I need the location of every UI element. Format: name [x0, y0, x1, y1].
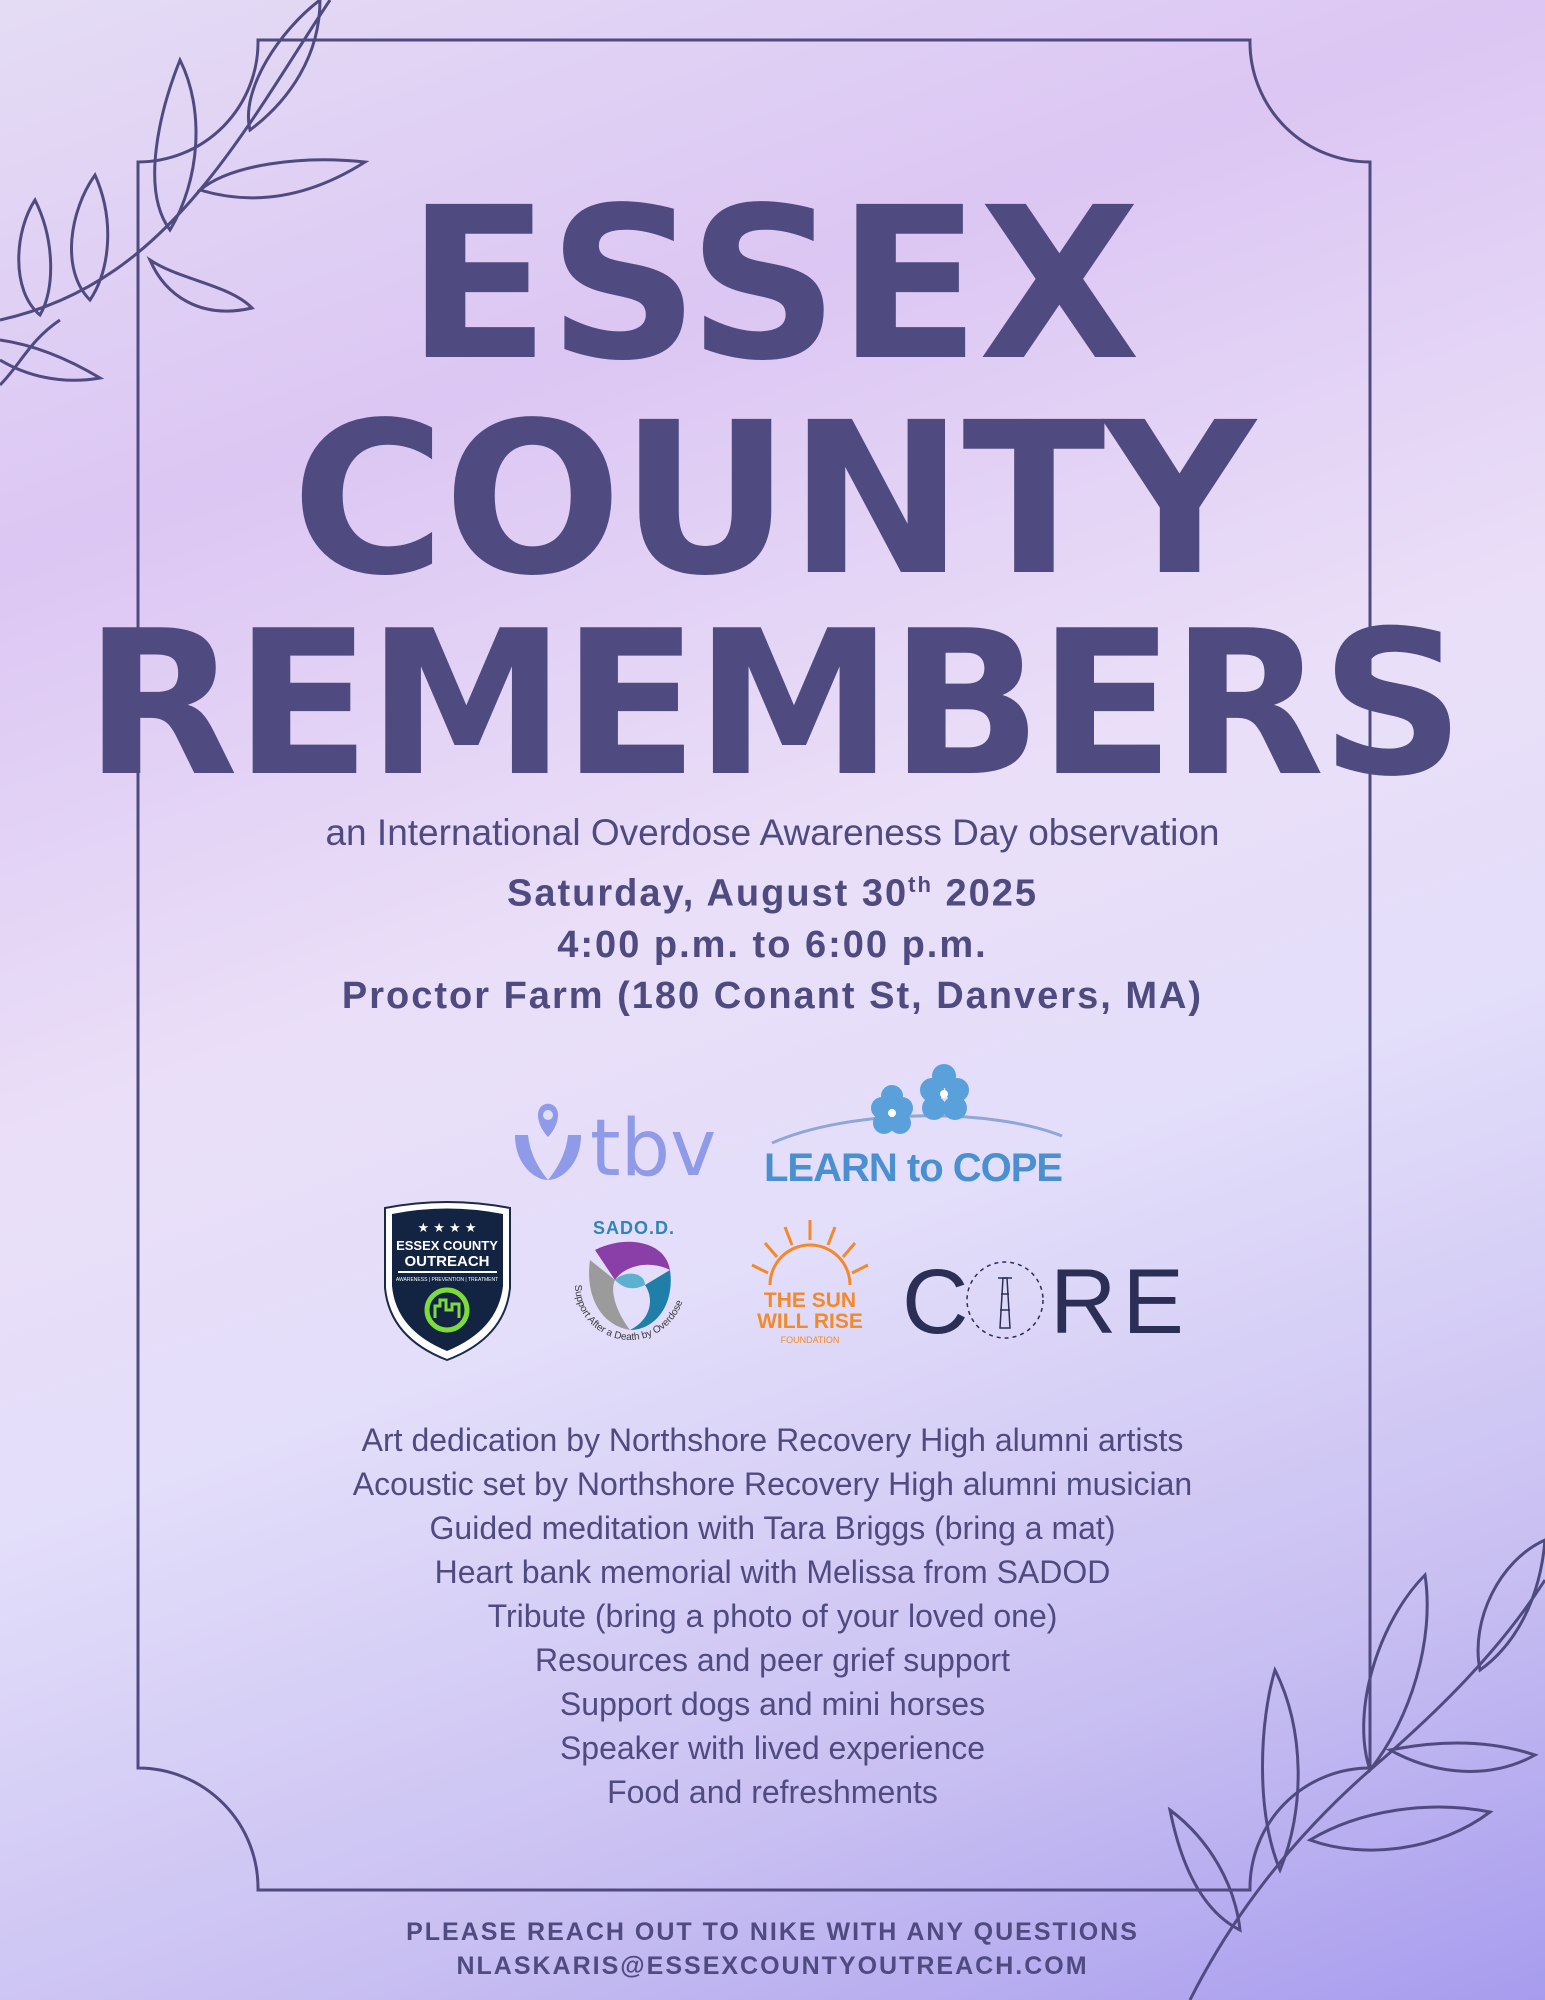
sun-will-rise-logo [740, 1215, 880, 1350]
list-item: Tribute (bring a photo of your loved one) [487, 1598, 1058, 1634]
list-item: Food and refreshments [607, 1774, 938, 1810]
list-item: Resources and peer grief support [535, 1642, 1010, 1678]
list-item: Heart bank memorial with Melissa from SADOD [434, 1554, 1111, 1590]
sadod-logo [555, 1210, 705, 1360]
event-location: Proctor Farm (180 Conant St, Danvers, MA) [341, 975, 1204, 1017]
event-date-year: 2025 [932, 872, 1039, 915]
contact-line: PLEASE REACH OUT TO NIKE WITH ANY QUESTIONS [406, 1918, 1139, 1946]
event-date-text: Saturday, August 30 [506, 872, 909, 915]
tbv-logo [510, 1095, 760, 1195]
learn-to-cope-text: LEARN to COPE [764, 1146, 1063, 1190]
core-re: RE [1050, 1251, 1190, 1353]
sun-line3: FOUNDATION [780, 1335, 840, 1345]
sadod-tagline: Support After a Death by Overdose [571, 1284, 686, 1344]
sadod-name: SADO.D. [593, 1218, 676, 1238]
core-c: C [902, 1251, 969, 1353]
essex-county-outreach-logo [380, 1198, 515, 1363]
list-item: Guided meditation with Tara Briggs (bring a mat) [429, 1510, 1116, 1546]
svg-text:★ ★ ★ ★: ★ ★ ★ ★ [417, 1221, 477, 1236]
list-item: Support dogs and mini horses [559, 1686, 986, 1722]
tbv-logo-text: tbv [590, 1104, 717, 1194]
activity-list [0, 1418, 1545, 1814]
title-line-3: REMEMBERS [84, 588, 1461, 821]
subtitle: an International Overdose Awareness Day observation [325, 812, 1220, 853]
list-item: Art dedication by Northshore Recovery High alumni artists [361, 1422, 1184, 1458]
title-line-1: ESSEX [406, 162, 1139, 407]
event-date [0, 872, 1545, 916]
list-item: Speaker with lived experience [559, 1730, 986, 1766]
sun-line1: THE SUN [763, 1289, 857, 1312]
event-time: 4:00 p.m. to 6:00 p.m. [557, 924, 988, 966]
sun-line2: WILL RISE [757, 1310, 863, 1333]
core-logo [900, 1250, 1190, 1353]
ecoutreach-line1: ESSEX COUNTY [396, 1238, 498, 1253]
learn-to-cope-logo [762, 1068, 1082, 1193]
list-item: Acoustic set by Northshore Recovery High alumni musician [352, 1466, 1193, 1502]
title-line-2: COUNTY [291, 377, 1254, 622]
ecoutreach-line2: OUTREACH [404, 1253, 490, 1270]
ecoutreach-tagline: AWARENESS | PREVENTION | TREATMENT [395, 1277, 499, 1283]
event-date-ordinal: th [908, 872, 933, 897]
contact-email: NLASKARIS@ESSEXCOUNTYOUTREACH.COM [456, 1952, 1089, 1980]
